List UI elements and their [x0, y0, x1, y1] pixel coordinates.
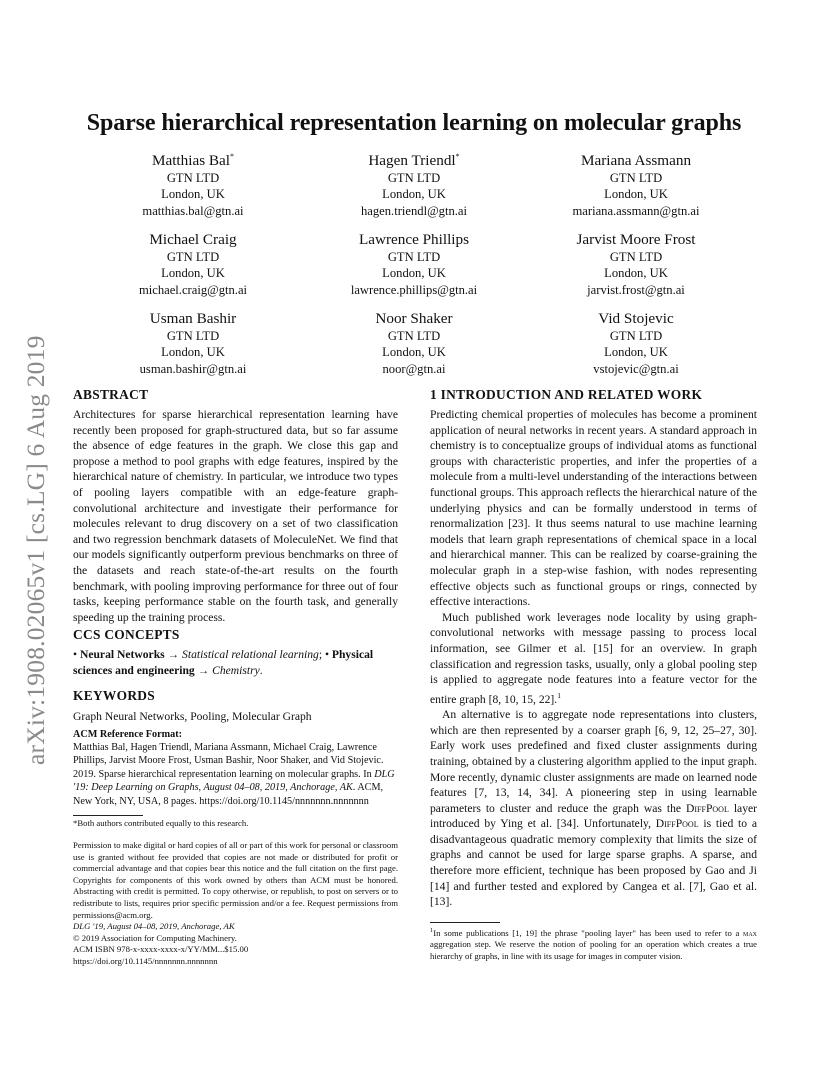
abstract-section: [73, 387, 398, 625]
author-block: [83, 151, 303, 219]
author-affiliation: GTN LTD: [166, 171, 220, 185]
author-block: [83, 230, 303, 298]
author-block: [83, 309, 303, 377]
author-block: [526, 309, 746, 377]
intro-heading: 1 INTRODUCTION AND RELATED WORK: [430, 387, 703, 402]
author-name: Matthias Bal*: [151, 151, 235, 169]
author-block: [526, 151, 746, 219]
permission-copyright: © 2019 Association for Computing Machinery.: [73, 932, 237, 943]
author-name: Usman Bashir: [149, 310, 237, 327]
acm-reference-text: Matthias Bal, Hagen Triendl, Mariana Assmann, Michael Craig, Lawrence Phillips, Jarvist Moore Frost, Usman Bashir, Noor Shaker, and Vid Stojevic. 2019. Sparse hierarchical representation learning on molecular graphs. In DLG '19: Deep Learning on Graphs, August 04–08, 2019, Anchorage, AK. ACM, New York, NY, USA, 8 pages. https://doi.org/10.1145/nnnnnnn.nnnnnnn: [73, 742, 395, 807]
author-block: [304, 230, 524, 298]
acm-reference: [73, 728, 398, 808]
keywords-heading: KEYWORDS: [73, 688, 156, 703]
author-location: London, UK: [382, 345, 446, 360]
author-block: [526, 230, 746, 298]
author-email: jarvist.frost@gtn.ai: [587, 282, 685, 297]
intro-paragraph: Much published work leverages node locality by using graph-convolutional networks with message passing to process local information, see Gilmer et al. [15] for an overview. In graph classification and regression tasks, usually, only a global pooling step is applied to aggregate node features into a feature vector for the entire graph [8, 10, 15, 22].$^1$: [430, 610, 757, 706]
footnote-rule: [73, 815, 143, 816]
author-block: [304, 151, 524, 219]
keywords-text: Graph Neural Networks, Pooling, Molecular Graph: [73, 710, 312, 723]
author-location: London, UK: [161, 187, 225, 202]
intro-paragraph: Predicting chemical properties of molecules has become a prominent application of neural networks in recent years. A standard approach in chemistry is to conceptualize groups of individual atoms as functional groups with characteristic properties, and infer the properties of a molecule from a multi-level understanding of the interactions between functional groups. This approach reflects the hierarchical nature of the underlying physics and can be formally understood in terms of renormalization [23]. It thus seems natural to use machine learning models that learn graph representations of chemical space in a local and hierarchical manner. This can be realized by coarse-graining the molecular graph in a step-wise fashion, with nodes representing effective objects such as functional groups or rings, connected by effective interactions.: [430, 408, 757, 609]
author-email: vstojevic@gtn.ai: [593, 361, 679, 376]
author-affiliation: GTN LTD: [609, 329, 663, 343]
author-block: [304, 309, 524, 377]
author-affiliation: GTN LTD: [166, 329, 220, 343]
author-email: usman.bashir@gtn.ai: [139, 361, 247, 376]
author-name: Mariana Assmann: [580, 152, 692, 169]
author-affiliation: GTN LTD: [387, 171, 441, 185]
permission-block: [73, 840, 398, 968]
arxiv-identifier: arXiv:1908.02065v1 [cs.LG] 6 Aug 2019: [21, 335, 50, 765]
author-location: London, UK: [604, 187, 668, 202]
author-location: London, UK: [161, 266, 225, 281]
author-name: Noor Shaker: [375, 310, 453, 327]
author-affiliation: GTN LTD: [609, 171, 663, 185]
footnote-rule: [430, 922, 500, 923]
author-name: Lawrence Phillips: [358, 231, 470, 248]
author-email: mariana.assmann@gtn.ai: [572, 203, 700, 218]
permission-text: Permission to make digital or hard copies of all or part of this work for personal or classroom use is granted without fee provided that copies are not made or distributed for profit or commercial advantage and that copies bear this notice and the full citation on the first page. Copyrights for components of this work owned by others than ACM must be honored. Abstracting with credit is permitted. To copy otherwise, or republish, to post on servers or to redistribute to lists, requires prior specific permission and/or a fee. Request permissions from permissions@acm.org.: [73, 840, 398, 920]
abstract-heading: ABSTRACT: [73, 387, 149, 402]
author-email: lawrence.phillips@gtn.ai: [350, 282, 478, 297]
permission-isbn: ACM ISBN 978-x-xxxx-xxxx-x/YY/MM...$15.00: [73, 944, 249, 955]
paper-title: Sparse hierarchical representation learning on molecular graphs: [86, 110, 742, 136]
keywords-section: [73, 688, 398, 725]
author-affiliation: GTN LTD: [166, 250, 220, 264]
author-email: noor@gtn.ai: [382, 361, 446, 376]
abstract-text: Architectures for sparse hierarchical representation learning have recently been proposed for graph-structured data, but so far assume the absence of edge features in the graph. We close this gap and propose a method to pool graphs with edge features, inspired by the hierarchical nature of chemistry. In particular, we introduce two types of pooling layers compatible with an edge-feature graph-convolutional architecture and investigate their performance for molecules relevant to drug discovery on a set of two classification and two regression benchmark datasets of MoleculeNet. We find that our models significantly outperform previous benchmarks on three of the datasets and reach state-of-the-art results on the fourth benchmark, with pooling improving performance for three out of four tasks, keeping performance stable on the fourth task, and generally speeding up the training process.: [73, 408, 398, 624]
author-affiliation: GTN LTD: [609, 250, 663, 264]
author-name: Michael Craig: [149, 231, 237, 248]
equal-contribution-note: *Both authors contributed equally to this research.: [73, 818, 249, 828]
intro-section: [430, 387, 757, 910]
author-location: London, UK: [382, 187, 446, 202]
author-location: London, UK: [604, 345, 668, 360]
author-name: Vid Stojevic: [598, 310, 674, 327]
ccs-section: [73, 627, 398, 679]
author-name: Jarvist Moore Frost: [576, 231, 696, 248]
author-affiliation: GTN LTD: [387, 250, 441, 264]
permission-venue: DLG '19, August 04–08, 2019, Anchorage, AK: [73, 921, 235, 932]
author-email: matthias.bal@gtn.ai: [142, 203, 244, 218]
acm-reference-heading: ACM Reference Format:: [73, 729, 182, 740]
footnote-1: $^1$In some publications [1, 19] the phrase "pooling layer" has been used to refer to a max aggregation step. We reserve the notion of pooling for an operation which creates a true hierarchy of graphs, in line with its usage for images in computer vision.: [430, 927, 757, 962]
intro-paragraph: An alternative is to aggregate node representations into clusters, which are then represented by a coarser graph [6, 9, 12, 25–27, 30]. Early work uses predefined and fixed cluster assignments during training, obtained by a clustering algorithm applied to the input graph. More recently, dynamic cluster assignments are made on learned node features [7, 13, 14, 34]. A pioneering step in using learnable parameters to cluster and reduce the graph was the DiffPool layer introduced by Ying et al. [34]. Unfortunately, DiffPool is tied to a disadvantageous quadratic memory complexity that limits the size of graphs and cannot be used for large sparse graphs. A sparse, and therefore more efficient, technique has been proposed by Gao and Ji [14] and further tested and explored by Cangea et al. [7], Gao et al. [13].: [430, 708, 757, 909]
author-email: michael.craig@gtn.ai: [138, 282, 248, 297]
author-email: hagen.triendl@gtn.ai: [360, 203, 468, 218]
permission-doi: https://doi.org/10.1145/nnnnnnn.nnnnnnn: [73, 955, 218, 966]
author-location: London, UK: [382, 266, 446, 281]
ccs-concepts: • Neural Networks → Statistical relational learning; • Physical sciences and engineering → Chemistry.: [73, 648, 374, 677]
author-location: London, UK: [604, 266, 668, 281]
author-affiliation: GTN LTD: [387, 329, 441, 343]
author-location: London, UK: [161, 345, 225, 360]
ccs-heading: CCS CONCEPTS: [73, 627, 180, 642]
author-name: Hagen Triendl*: [368, 151, 460, 169]
